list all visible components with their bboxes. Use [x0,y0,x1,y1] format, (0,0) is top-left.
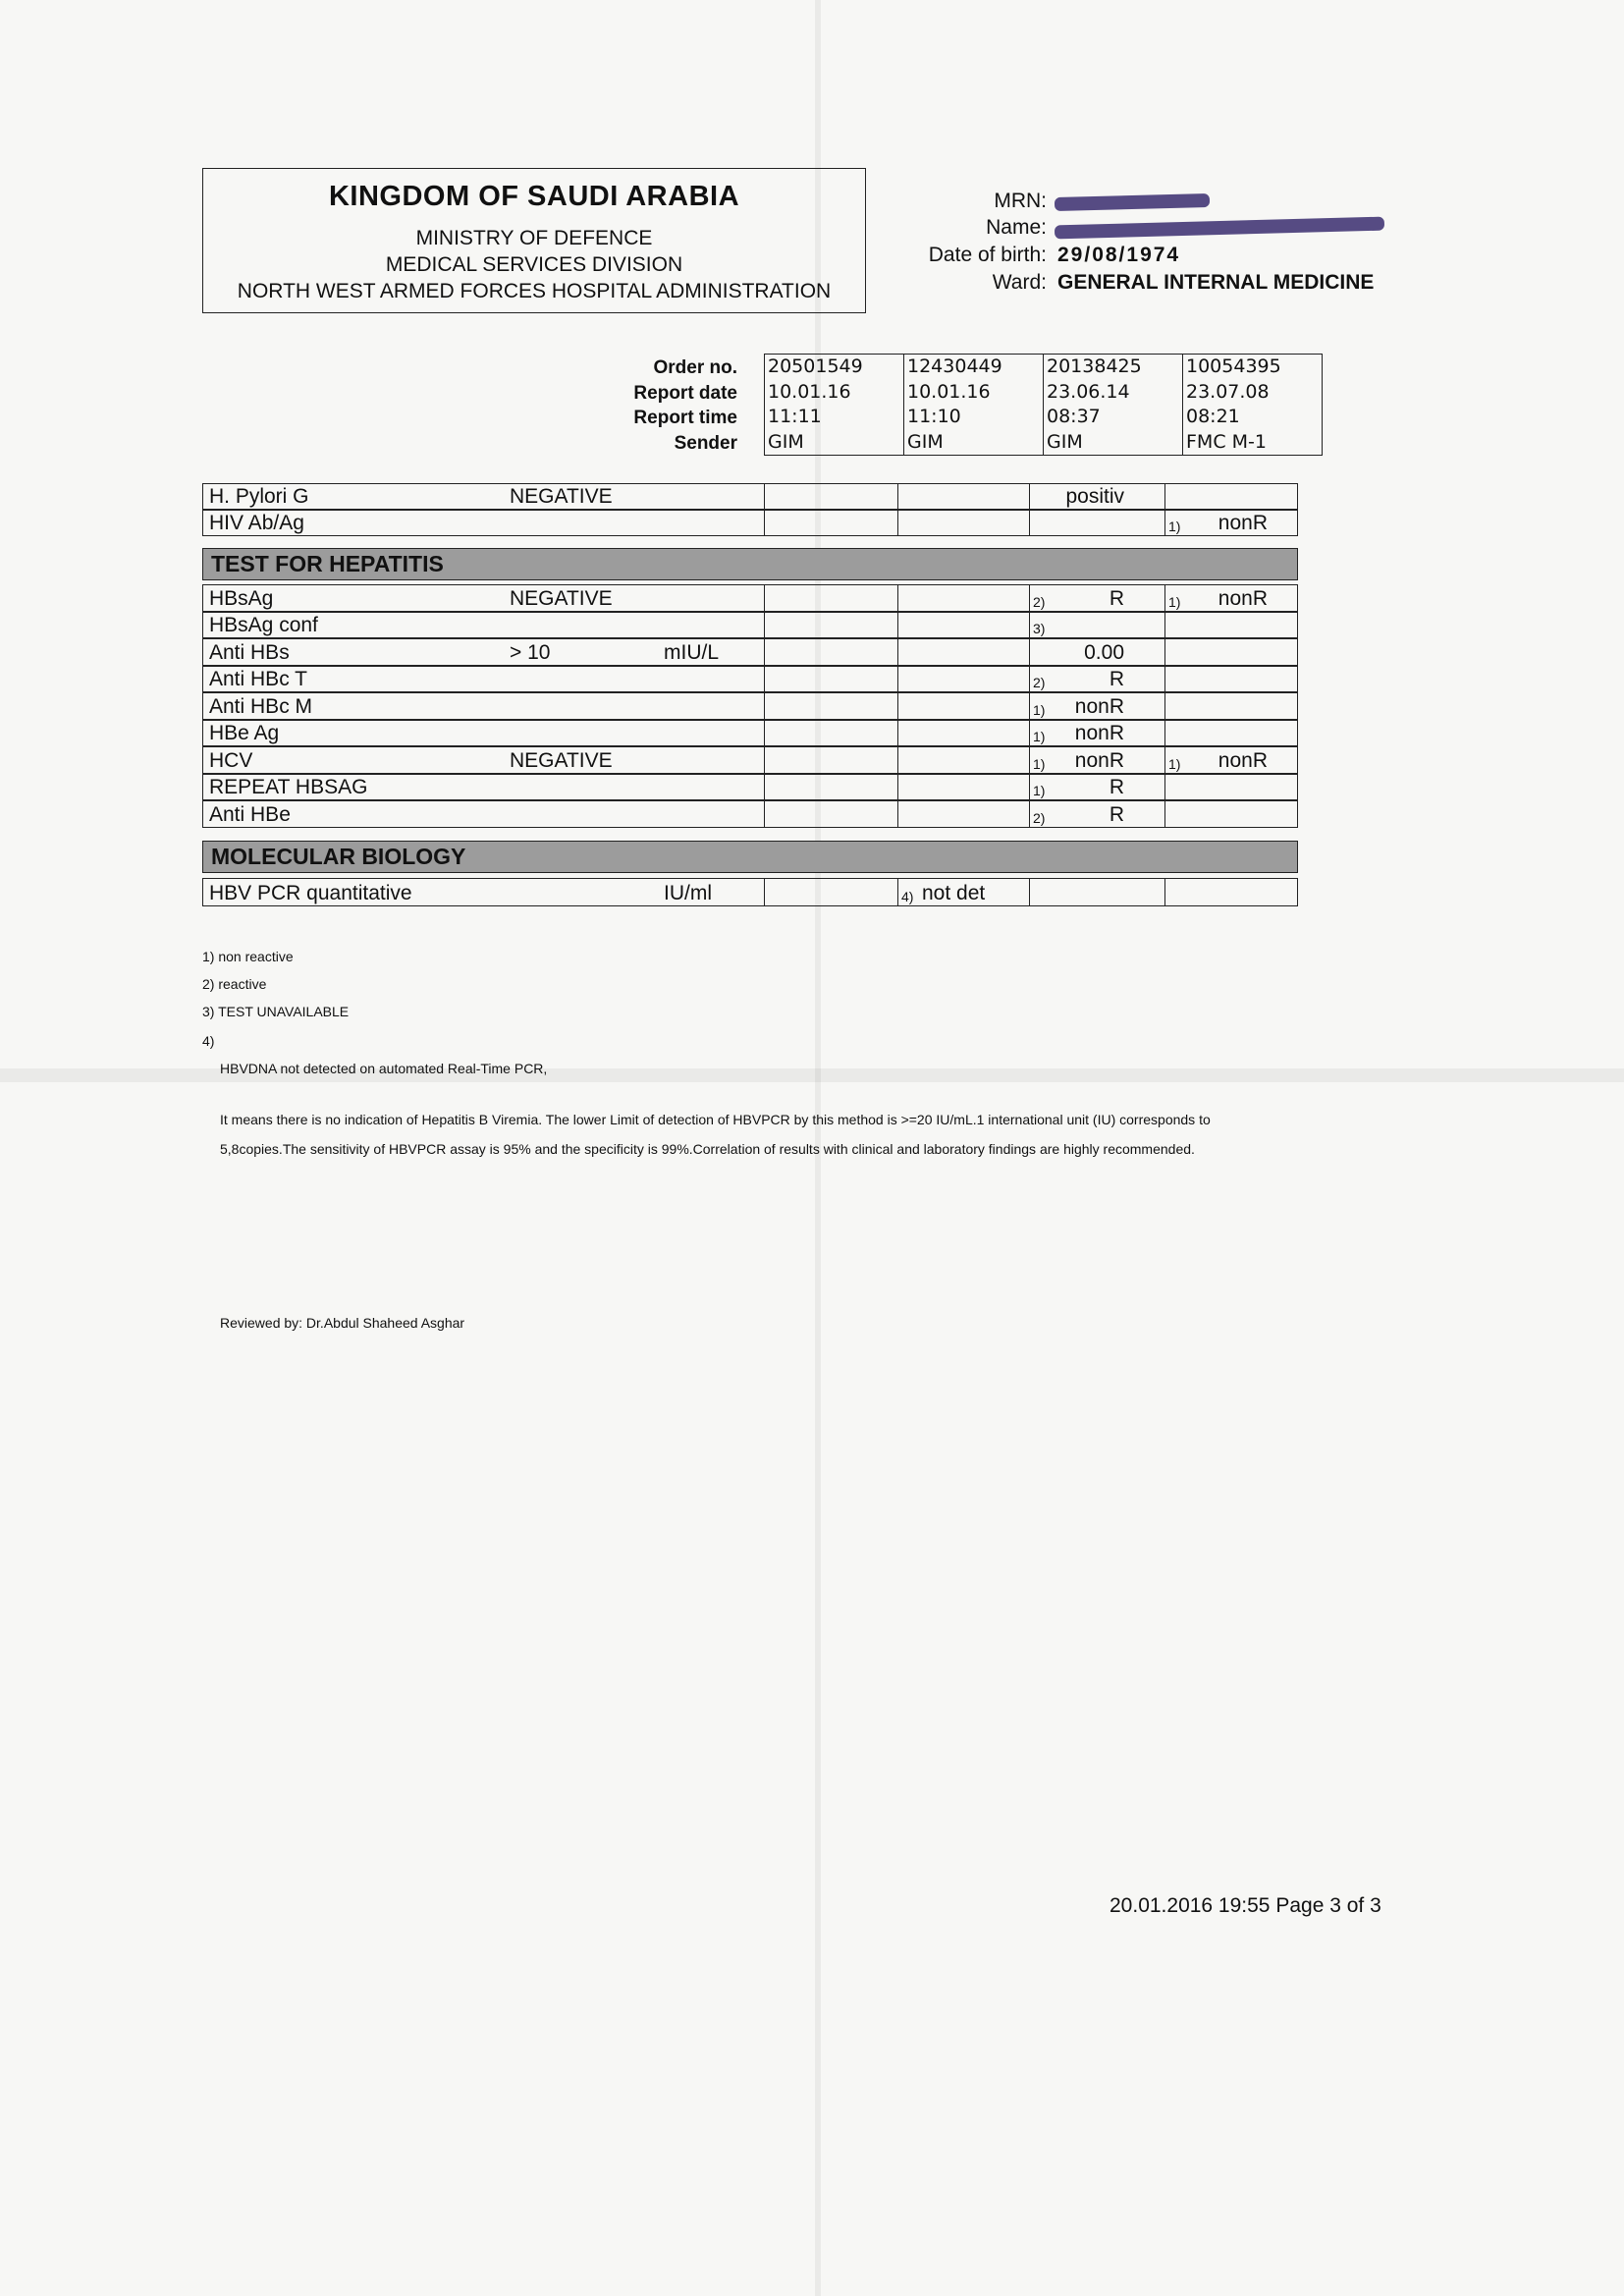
table-cell-divider [764,585,765,611]
dob-value: 29/08/1974 [1057,244,1181,266]
table-cell-divider [1029,693,1030,719]
result-note: 1) [1033,755,1046,772]
name-label: Name: [986,216,1047,239]
test-name: HBsAg [209,586,274,610]
result-unit: mIU/L [664,640,720,664]
table-cell-divider [897,639,898,665]
result-previous-1: not det [922,882,986,904]
result-previous-2: R [1109,776,1124,798]
table-cell-divider [764,693,765,719]
table-cell-divider [764,721,765,746]
table-row [202,720,1298,747]
table-cell-divider [1029,484,1030,509]
test-name: REPEAT HBSAG [209,776,368,798]
table-cell-divider [897,511,898,535]
table-cell-divider [897,775,898,800]
table-cell-divider [764,775,765,800]
ward-label: Ward: [992,271,1047,294]
result-note: 2) [1033,593,1046,610]
organization-title: KINGDOM OF SAUDI ARABIA [328,181,740,212]
table-cell-divider [897,613,898,638]
footnote-4-text: HBVDNA not detected on automated Real-Time PCR, [220,1061,548,1076]
table-cell-divider [1164,667,1165,692]
footnote-paragraph-line2: 5,8copies.The sensitivity of HBVPCR assay is 95% and the specificity is 99%.Correlation of results with clinical and laboratory findings are highly recommended. [220,1141,1195,1157]
result-previous-2: R [1109,802,1124,826]
table-cell-divider [1164,484,1165,509]
result-note: 1) [1168,593,1181,610]
table-cell-divider [1164,721,1165,746]
table-cell-divider [764,879,765,905]
report-time-label: Report time [633,408,737,428]
organization-hospital: NORTH WEST ARMED FORCES HOSPITAL ADMINISTRATION [237,280,832,302]
result-previous-2: 0.00 [1084,640,1124,664]
footnote-1: 1) non reactive [202,949,294,964]
ward-value: GENERAL INTERNAL MEDICINE [1057,271,1375,294]
table-cell-divider [897,484,898,509]
table-cell-divider [897,585,898,611]
table-cell-divider [764,484,765,509]
result-note: 2) [1033,675,1046,690]
result-previous-2: nonR [1074,748,1124,772]
test-name: HBsAg conf [209,614,318,636]
table-cell-divider [897,801,898,827]
test-name: Anti HBe [209,802,291,826]
result-note: 1) [1033,783,1046,798]
table-row [202,612,1298,639]
table-cell-divider [1164,775,1165,800]
table-cell-divider [1164,801,1165,827]
order-no-cell: 12430449 10.01.16 11:10 GIM [904,355,1044,456]
reviewed-by: Reviewed by: Dr.Abdul Shaheed Asghar [220,1315,465,1331]
result-note: 4) [901,889,914,904]
table-row [202,878,1298,906]
table-cell-divider [1029,585,1030,611]
result-previous-2: nonR [1074,694,1124,718]
table-row [202,746,1298,774]
table-cell-divider [1029,879,1030,905]
page-footer: 20.01.2016 19:55 Page 3 of 3 [1110,1894,1381,1917]
table-row [202,666,1298,693]
mrn-redacted [1055,195,1210,214]
order-table [764,354,1323,456]
table-cell-divider [1029,801,1030,827]
organization-division: MEDICAL SERVICES DIVISION [385,253,683,276]
name-redacted [1055,221,1384,240]
table-cell-divider [1164,613,1165,638]
test-name: Anti HBs [209,640,290,664]
table-row [202,483,1298,510]
table-row [202,584,1298,612]
order-no-cell: 10054395 23.07.08 08:21 FMC M-1 [1183,355,1323,456]
test-name: Anti HBc M [209,694,313,718]
order-row [765,355,1323,456]
order-no-cell: 20501549 10.01.16 11:11 GIM [765,355,904,456]
result-previous-2: nonR [1074,722,1124,744]
table-cell-divider [1164,693,1165,719]
dob-label: Date of birth: [928,244,1047,266]
test-name: HBe Ag [209,722,280,744]
result-note: 1) [1033,729,1046,744]
table-cell-divider [1164,585,1165,611]
result-note: 1) [1168,519,1181,534]
test-name: Anti HBc T [209,668,307,690]
result-previous-3: nonR [1218,586,1268,610]
table-cell-divider [897,667,898,692]
section-molecular-biology-label: MOLECULAR BIOLOGY [211,844,466,869]
test-name: HIV Ab/Ag [209,512,304,534]
table-cell-divider [764,667,765,692]
result-previous-2: R [1109,668,1124,690]
table-cell-divider [764,613,765,638]
table-cell-divider [1164,639,1165,665]
result-note: 1) [1033,701,1046,718]
table-cell-divider [897,879,898,905]
table-cell-divider [1029,721,1030,746]
result-note: 3) [1033,621,1046,636]
test-name: HCV [209,748,253,772]
result-previous-2: positiv [1065,485,1124,508]
table-cell-divider [1029,775,1030,800]
table-cell-divider [1164,747,1165,773]
result-value: NEGATIVE [510,485,613,508]
result-value: NEGATIVE [510,748,613,772]
table-cell-divider [1029,639,1030,665]
table-cell-divider [1029,667,1030,692]
footnote-2: 2) reactive [202,976,267,992]
table-cell-divider [1164,879,1165,905]
table-cell-divider [897,693,898,719]
test-name: H. Pylori G [209,485,309,508]
report-date-label: Report date [633,383,737,404]
table-row [202,774,1298,801]
result-unit: IU/ml [664,882,712,904]
result-value: > 10 [510,640,551,664]
sender-label: Sender [674,433,737,454]
table-cell-divider [1029,613,1030,638]
table-cell-divider [764,511,765,535]
table-cell-divider [764,639,765,665]
order-no-label: Order no. [653,357,737,378]
table-row [202,692,1298,720]
table-cell-divider [764,801,765,827]
table-row [202,800,1298,828]
section-hepatitis [202,548,1298,580]
table-row [202,510,1298,536]
test-name: HBV PCR quantitative [209,882,412,904]
organization-ministry: MINISTRY OF DEFENCE [415,227,653,249]
footnote-paragraph-line1: It means there is no indication of Hepatitis B Viremia. The lower Limit of detection of HBVPCR by this method is >=20 IU/mL.1 international unit (IU) corresponds to [220,1112,1211,1127]
result-value: NEGATIVE [510,586,613,610]
order-no-cell: 20138425 23.06.14 08:37 GIM [1044,355,1183,456]
result-note: 2) [1033,809,1046,826]
table-cell-divider [897,747,898,773]
result-previous-2: R [1109,586,1124,610]
table-cell-divider [764,747,765,773]
table-row [202,638,1298,666]
section-hepatitis-label: TEST FOR HEPATITIS [211,551,444,576]
result-previous-3: nonR [1218,512,1268,534]
table-cell-divider [897,721,898,746]
section-molecular-biology [202,841,1298,873]
result-previous-3: nonR [1218,748,1268,772]
footnote-4: 4) [202,1033,215,1049]
footnote-3: 3) TEST UNAVAILABLE [202,1004,350,1019]
mrn-label: MRN: [994,190,1047,212]
table-cell-divider [1164,511,1165,535]
result-note: 1) [1168,755,1181,772]
table-cell-divider [1029,747,1030,773]
table-cell-divider [1029,511,1030,535]
